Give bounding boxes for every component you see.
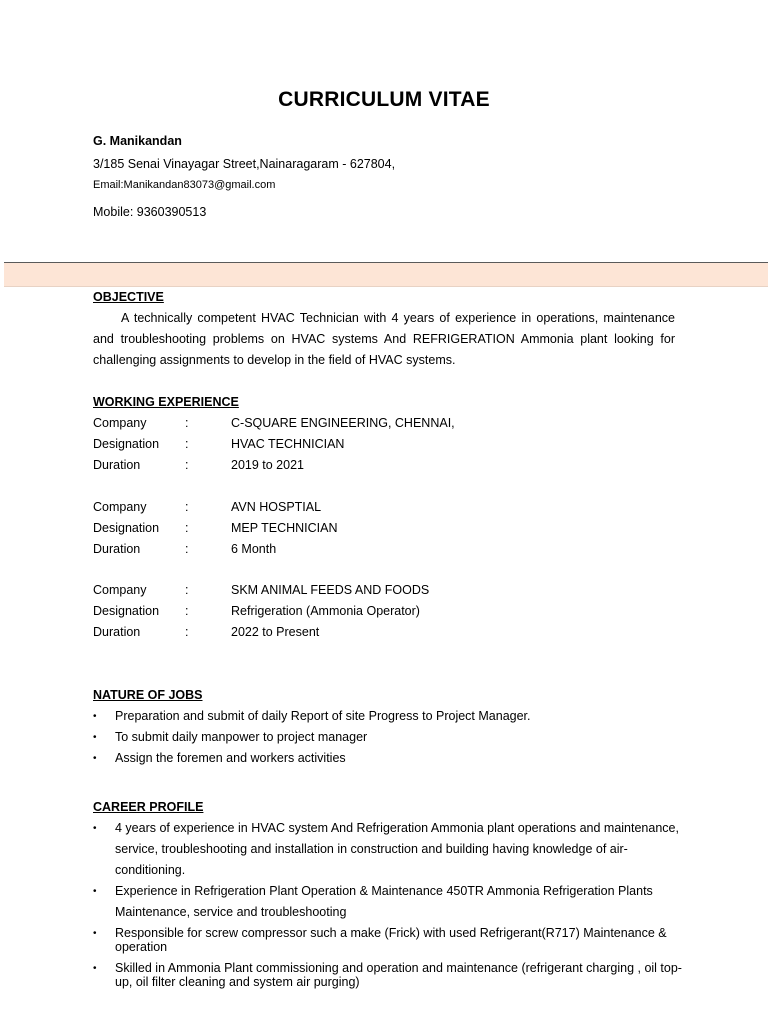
bullet-icon: • xyxy=(93,886,97,897)
job-1-designation-row xyxy=(93,434,693,455)
bullet-icon: • xyxy=(93,732,97,743)
candidate-email: Email:Manikandan83073@gmail.com xyxy=(93,179,276,191)
job-3-designation-row xyxy=(93,601,693,622)
colon: : xyxy=(185,604,189,618)
job-1-duration: 2019 to 2021 xyxy=(231,458,304,472)
objective-text: A technically competent HVAC Technician with 4 years of experience in operations, maintenance and troubleshooting problems on HVAC systems And REFRIGERATION Ammonia plant looking for challenging assignments to develop in the field of HVAC systems. xyxy=(93,311,675,367)
company-label: Company xyxy=(93,416,147,430)
colon: : xyxy=(185,542,189,556)
job-1-designation: HVAC TECHNICIAN xyxy=(231,437,345,451)
nature-of-jobs-heading: NATURE OF JOBS xyxy=(93,688,203,702)
candidate-name: G. Manikandan xyxy=(93,134,182,148)
job-3-company: SKM ANIMAL FEEDS AND FOODS xyxy=(231,583,430,597)
job-1-company-row xyxy=(93,413,693,434)
candidate-address: 3/185 Senai Vinayagar Street,Nainaragaram - 627804, xyxy=(93,157,396,171)
colon: : xyxy=(185,437,189,451)
bullet-icon: • xyxy=(93,753,97,764)
job-1-duration-row xyxy=(93,455,693,476)
job-3-duration-row xyxy=(93,622,693,643)
colon: : xyxy=(185,625,189,639)
duration-label: Duration xyxy=(93,625,141,639)
document-title: CURRICULUM VITAE xyxy=(278,88,490,111)
company-label: Company xyxy=(93,583,147,597)
colon: : xyxy=(185,416,189,430)
header-divider-band xyxy=(4,262,768,287)
objective-heading: OBJECTIVE xyxy=(93,290,164,304)
candidate-mobile: Mobile: 9360390513 xyxy=(93,205,207,219)
bullet-icon: • xyxy=(93,963,97,974)
experience-heading: WORKING EXPERIENCE xyxy=(93,395,239,409)
job-3-duration: 2022 to Present xyxy=(231,625,320,639)
job-3-designation: Refrigeration (Ammonia Operator) xyxy=(231,604,420,618)
job-2-designation-row xyxy=(93,518,693,539)
career-item-2: Experience in Refrigeration Plant Operation & Maintenance 450TR Ammonia Refrigeration Plants Maintenance, service and troubleshooting xyxy=(115,884,653,919)
career-item-4: Skilled in Ammonia Plant commissioning and operation and maintenance (refrigerant charging , oil top-up, oil filter cleaning and system air purging) xyxy=(115,961,682,989)
nature-item-1: Preparation and submit of daily Report of site Progress to Project Manager. xyxy=(115,709,531,723)
colon: : xyxy=(185,500,189,514)
job-2-duration: 6 Month xyxy=(231,542,277,556)
job-2-company-row xyxy=(93,497,693,518)
colon: : xyxy=(185,583,189,597)
designation-label: Designation xyxy=(93,604,160,618)
career-profile-heading: CAREER PROFILE xyxy=(93,800,204,814)
duration-label: Duration xyxy=(93,458,141,472)
company-label: Company xyxy=(93,500,147,514)
career-item-1: 4 years of experience in HVAC system And Refrigeration Ammonia plant operations and maintenance, service, troubleshooting and installation in construction and building having knowledge of air-conditioning. xyxy=(115,821,679,877)
bullet-icon: • xyxy=(93,823,97,834)
bullet-icon: • xyxy=(93,928,97,939)
career-item-3: Responsible for screw compressor such a make (Frick) with used Refrigerant(R717) Maintenance & operation xyxy=(115,926,667,954)
job-3-company-row xyxy=(93,580,693,601)
job-2-company: AVN HOSPTIAL xyxy=(231,500,322,514)
colon: : xyxy=(185,521,189,535)
nature-item-3: Assign the foremen and workers activities xyxy=(115,751,346,765)
job-1-company: C-SQUARE ENGINEERING, CHENNAI, xyxy=(231,416,455,430)
job-2-designation: MEP TECHNICIAN xyxy=(231,521,338,535)
colon: : xyxy=(185,458,189,472)
designation-label: Designation xyxy=(93,521,160,535)
bullet-icon: • xyxy=(93,711,97,722)
designation-label: Designation xyxy=(93,437,160,451)
nature-item-2: To submit daily manpower to project manager xyxy=(115,730,368,744)
job-2-duration-row xyxy=(93,539,693,560)
duration-label: Duration xyxy=(93,542,141,556)
